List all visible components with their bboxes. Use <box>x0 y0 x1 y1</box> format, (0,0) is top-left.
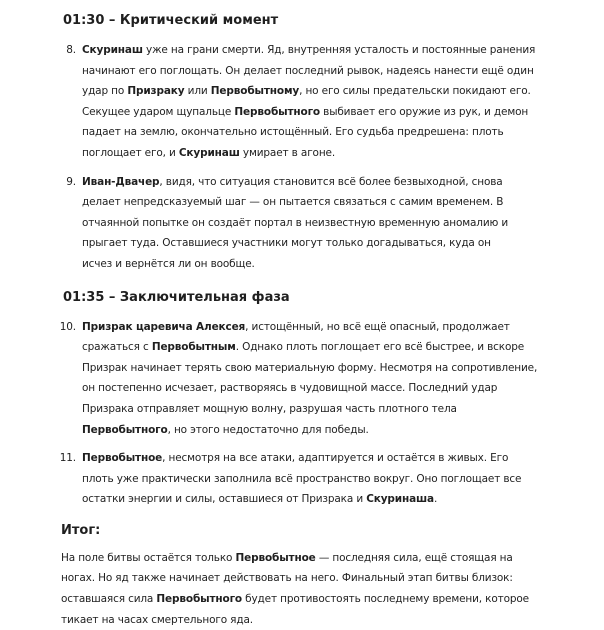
list-item-number: 10. <box>59 320 76 333</box>
bold-name: Первобытного <box>156 593 242 606</box>
event-list-final-phase <box>59 317 594 510</box>
list-item <box>59 317 540 441</box>
summary-block <box>61 522 531 630</box>
text-run: На поле битвы остаётся только <box>61 551 236 564</box>
text-run: уже на грани смерти. Яд, внутренняя усталость и постоянные ранения начинают его поглощать. Он делает последний рывок, надеясь нанести ещё один удар по <box>82 44 536 98</box>
text-run: , истощённый, но всё ещё опасный, продолжает сражаться с <box>82 320 510 354</box>
bold-name: Иван-Двачер <box>82 175 160 188</box>
text-run: . <box>433 493 438 506</box>
bold-name: Призрак царевича Алексея <box>82 320 246 333</box>
bold-name: Первобытное <box>82 452 163 465</box>
text-run: , несмотря на все атаки, адаптируется и остаётся в живых. Его плоть уже практически заполнила всё пространство вокруг. Оно поглощает все остатки энергии и силы, оставшиеся от Призрака и <box>82 452 522 506</box>
bold-name: Первобытного <box>234 105 320 118</box>
bold-name: Призраку <box>127 85 185 98</box>
bold-name: Скуринаш <box>178 146 240 159</box>
text-run: или <box>184 85 211 98</box>
list-item-number: 9. <box>66 175 76 188</box>
bold-name: Первобытное <box>235 551 316 564</box>
bold-name: Первобытному <box>210 85 300 98</box>
list-item-number: 11. <box>59 452 76 465</box>
text-run: . Однако плоть поглощает его всё быстрее, и вскоре Призрак начинает терять свою материальную форму. Несмотря на сопротивление, он постепенно исчезает, растворяясь в чудовищной массе. Последний удар Призрака отправляет мощную волну, разрушая часть плотного тела <box>82 341 538 415</box>
bold-name: Скуринаша <box>366 493 434 506</box>
event-list-critical-moment <box>65 40 594 275</box>
list-item <box>65 172 522 275</box>
text-run: умирает в агоне. <box>239 146 336 159</box>
text-run: выбивает его оружие из рук, и демон падает на землю, окончательно истощённый. Его судьба предрешена: плоть поглощает его, и <box>82 105 529 159</box>
list-item-text <box>82 452 521 505</box>
list-item-text <box>82 176 508 270</box>
bold-name: Первобытным <box>151 341 236 354</box>
list-item <box>59 448 538 510</box>
summary-text <box>61 548 531 630</box>
section-heading-critical-moment: 01:30 – Критический момент <box>63 13 279 28</box>
text-run: , видя, что ситуация становится всё более безвыходной, снова делает непредсказуемый шаг — он пытается связаться с самим временем. В отчаянной попытке он создаёт портал в неизвестную временную аномалию и прыгает туда. Оставшиеся участники могут только догадываться, куда он исчез и вернётся ли он вообще. <box>82 175 509 270</box>
text-run: будет противостоять последнему времени, которое тикает на часах смертельного яда. <box>61 593 529 626</box>
list-item-number: 8. <box>66 44 76 56</box>
list-item <box>65 40 538 164</box>
summary-heading: Итог: <box>61 522 101 538</box>
bold-name: Скуринаш <box>82 44 143 56</box>
text-run: , но его силы предательски покидают его. Секущее ударом щупальце <box>82 85 531 118</box>
text-run: , но этого недостаточно для победы. <box>167 423 369 436</box>
text-run: — последняя сила, ещё стоящая на ногах. Но яд также начинает действовать на него. Финальный этап битвы близок: оставшаяся сила <box>61 551 513 606</box>
section-heading-final-phase: 01:35 – Заключительная фаза <box>63 289 290 305</box>
list-item-text <box>82 44 535 159</box>
bold-name: Первобытного <box>82 423 168 436</box>
list-item-text <box>82 321 537 436</box>
